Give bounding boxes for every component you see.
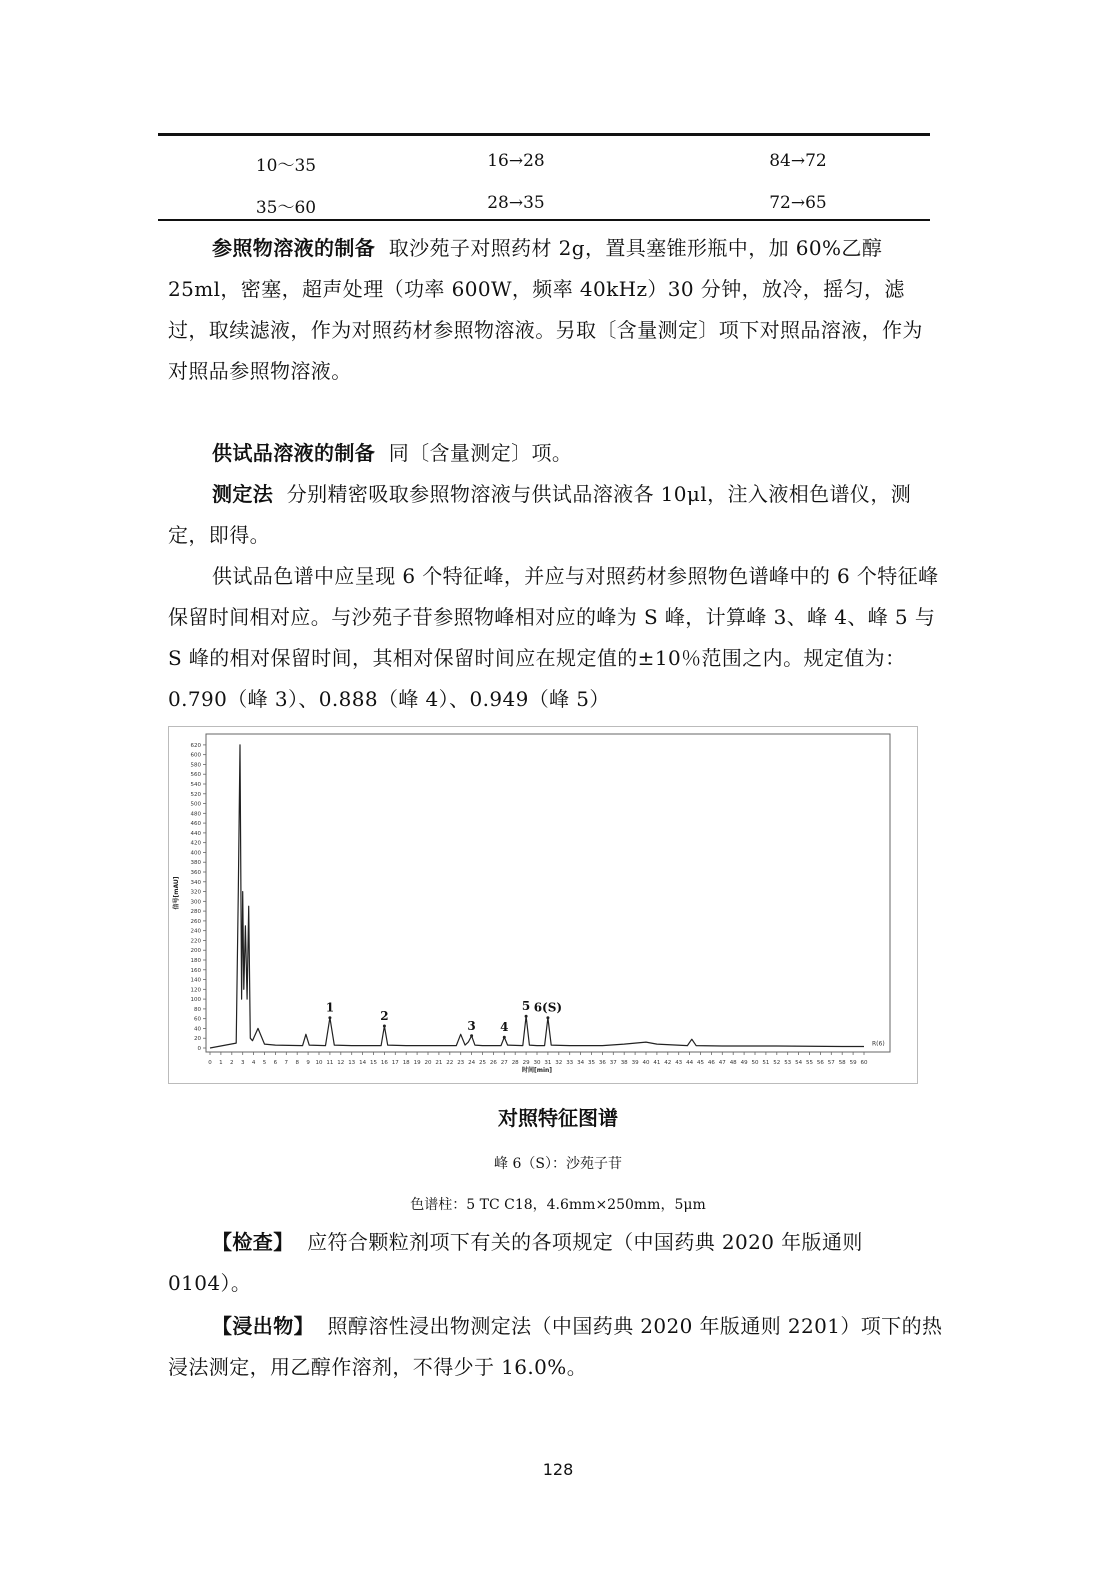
table-cell-phase-b: 72→65 [769,193,827,213]
x-tick-label: 48 [729,1060,737,1066]
x-tick-label: 52 [773,1060,781,1066]
y-tick-label: 100 [190,997,201,1004]
x-tick-label: 50 [751,1060,759,1066]
x-tick-label: 22 [446,1060,454,1066]
table-cell-phase-a: 16→28 [487,151,545,171]
x-tick-label: 37 [609,1060,617,1066]
y-tick-label: 620 [190,742,201,749]
x-tick-label: 49 [740,1060,748,1066]
ref-solution-label: 参照物溶液的制备 [212,236,376,260]
peak-label: 5 [521,999,531,1014]
y-tick-label: 220 [190,938,201,945]
x-tick-label: 29 [522,1060,530,1066]
table-cell-time: 35～60 [255,198,317,218]
x-tick-label: 59 [849,1060,857,1066]
y-tick-label: 340 [190,879,201,886]
peak-label: 2 [380,1009,389,1023]
x-tick-label: 3 [240,1060,245,1066]
y-tick-label: 200 [190,948,201,955]
x-tick-label: 13 [348,1060,356,1066]
y-tick-label: 520 [190,791,201,798]
x-tick-label: 26 [489,1060,497,1066]
peak-marker [546,1016,549,1019]
x-tick-label: 18 [402,1060,410,1066]
page-number: 128 [542,1460,574,1479]
y-tick-label: 320 [190,889,201,896]
x-tick-label: 57 [827,1060,835,1066]
trace-end-label: R(6) [872,1040,885,1048]
x-tick-label: 36 [598,1060,606,1066]
x-tick-label: 23 [457,1060,465,1066]
y-tick-label: 460 [190,821,201,828]
x-tick-label: 16 [380,1060,388,1066]
peak-marker [503,1036,506,1039]
x-tick-label: 58 [838,1060,846,1066]
x-tick-label: 44 [686,1060,694,1066]
x-tick-label: 2 [230,1060,234,1066]
ref-solution-text: 取沙苑子对照药材 2g，置具塞锥形瓶中，加 60%乙醇 25ml，密塞，超声处理（功率 600W，频率 40kHz）30 分钟，放冷，摇匀，滤过，取续滤液，作为对照药材参照物溶液。另取〔含量测定〕项下对照品溶液，作为对照品参照物溶液。 [168,236,923,383]
x-tick-label: 45 [697,1060,704,1066]
x-tick-label: 60 [860,1060,868,1066]
x-tick-label: 8 [295,1060,299,1066]
y-tick-label: 120 [190,987,201,994]
x-tick-label: 33 [566,1060,574,1066]
x-tick-label: 28 [511,1060,519,1066]
peak-label: 4 [500,1020,509,1035]
x-tick-label: 55 [806,1060,813,1066]
y-tick-label: 80 [194,1006,201,1013]
y-tick-label: 160 [190,967,201,974]
check-label: 【检查】 [212,1230,294,1254]
method-text: 分别精密吸取参照物溶液与供试品溶液各 10μl，注入液相色谱仪，测定，即得。 [168,482,912,547]
peak-label: 3 [467,1018,476,1033]
x-tick-label: 27 [500,1060,508,1066]
method-label: 测定法 [212,482,274,506]
table-cell-phase-b: 84→72 [769,151,827,171]
y-tick-label: 600 [190,752,201,759]
y-tick-label: 260 [190,918,201,925]
x-tick-label: 34 [577,1060,585,1066]
x-tick-label: 21 [435,1060,443,1066]
y-tick-label: 500 [190,801,201,808]
extract-text: 照醇溶性浸出物测定法（中国药典 2020 年版通则 2201）项下的热浸法测定，用乙醇作溶剂，不得少于 16.0%。 [168,1314,943,1379]
x-tick-label: 43 [675,1060,683,1066]
x-tick-label: 20 [424,1060,432,1066]
x-tick-label: 53 [784,1060,792,1066]
figure-column-note: 色谱柱：5 TC C18，4.6mm×250mm，5μm [410,1197,706,1213]
requirement-text: 供试品色谱中应呈现 6 个特征峰，并应与对照药材参照物色谱峰中的 6 个特征峰保留时间相对应。与沙苑子苷参照物峰相对应的峰为 S 峰，计算峰 3、峰 4、峰 5 与 S 峰的相对保留时间，其相对保留时间应在规定值的±10％范围之内。规定值为：0.790（峰 3）、0.888（峰 4）、0.949（峰 5） [168,564,939,711]
y-tick-label: 300 [190,899,201,906]
y-tick-label: 280 [190,909,201,916]
test-solution-text: 同〔含量测定〕项。 [388,441,573,465]
y-tick-label: 140 [190,977,201,984]
x-tick-label: 54 [795,1060,803,1066]
y-tick-label: 400 [190,850,201,857]
y-tick-label: 40 [194,1026,201,1033]
y-tick-label: 440 [190,830,201,837]
table-cell-time: 10～35 [255,156,317,176]
y-tick-label: 540 [190,782,201,788]
y-tick-label: 180 [190,958,201,964]
y-tick-label: 420 [190,840,201,847]
y-tick-label: 480 [190,811,201,818]
x-tick-label: 40 [642,1060,650,1066]
x-tick-label: 56 [816,1060,824,1066]
table-top-rule [158,133,930,136]
x-tick-label: 42 [664,1060,672,1066]
x-tick-label: 51 [762,1060,770,1066]
chromatogram-chart [168,726,918,1084]
x-tick-label: 24 [468,1060,476,1066]
y-tick-label: 360 [190,870,201,876]
table-cell-phase-a: 28→35 [487,193,545,213]
test-solution-label: 供试品溶液的制备 [212,441,376,465]
y-tick-label: 580 [190,762,201,769]
y-tick-label: 20 [194,1036,201,1043]
y-axis-label: 信号[mAU] [173,876,180,910]
x-tick-label: 41 [653,1060,661,1066]
y-tick-label: 240 [190,928,201,935]
peak-marker [328,1016,331,1019]
peak-marker [525,1015,528,1018]
peak-marker [470,1034,473,1037]
extract-label: 【浸出物】 [212,1314,314,1338]
x-tick-label: 31 [544,1060,552,1066]
requirement-paragraph [168,556,943,720]
check-paragraph [168,1222,943,1304]
x-tick-label: 46 [707,1060,715,1066]
x-tick-label: 19 [413,1060,421,1066]
x-tick-label: 38 [620,1060,628,1066]
x-tick-label: 10 [315,1060,323,1066]
x-tick-label: 14 [359,1060,367,1066]
x-tick-label: 0 [208,1060,212,1066]
y-tick-label: 380 [190,860,201,867]
peak-label: 1 [325,1000,335,1015]
x-tick-label: 11 [326,1060,334,1066]
x-tick-label: 6 [273,1060,278,1066]
check-text: 应符合颗粒剂项下有关的各项规定（中国药典 2020 年版通则 0104）。 [168,1230,863,1295]
x-tick-label: 47 [718,1060,726,1066]
x-tick-label: 17 [391,1060,399,1066]
x-axis-label: 时间[min] [521,1067,553,1074]
ref-solution-paragraph [168,228,943,392]
peak-marker [383,1025,386,1028]
x-tick-label: 12 [337,1060,345,1066]
test-solution-paragraph [168,433,943,474]
x-tick-label: 9 [306,1060,310,1066]
x-tick-label: 35 [588,1060,595,1066]
table-row [158,151,930,181]
x-tick-label: 30 [533,1060,541,1066]
x-tick-label: 32 [555,1060,563,1066]
x-tick-label: 1 [219,1060,223,1066]
x-tick-label: 25 [479,1060,486,1066]
y-tick-label: 560 [190,772,201,779]
peak-label: 6(S) [533,1000,563,1015]
figure-title: 对照特征图谱 [498,1106,618,1130]
extract-paragraph [168,1306,943,1388]
x-tick-label: 39 [631,1060,639,1066]
table-bottom-rule [158,219,930,221]
x-tick-label: 7 [284,1060,289,1066]
x-tick-label: 4 [251,1060,256,1066]
y-tick-label: 0 [197,1046,201,1052]
method-paragraph [168,474,943,556]
figure-peak-note: 峰 6（S）：沙苑子苷 [494,1156,622,1172]
x-tick-label: 15 [370,1060,377,1066]
y-tick-label: 60 [194,1016,201,1023]
figure-frame [169,727,918,1084]
x-tick-label: 5 [262,1060,267,1066]
